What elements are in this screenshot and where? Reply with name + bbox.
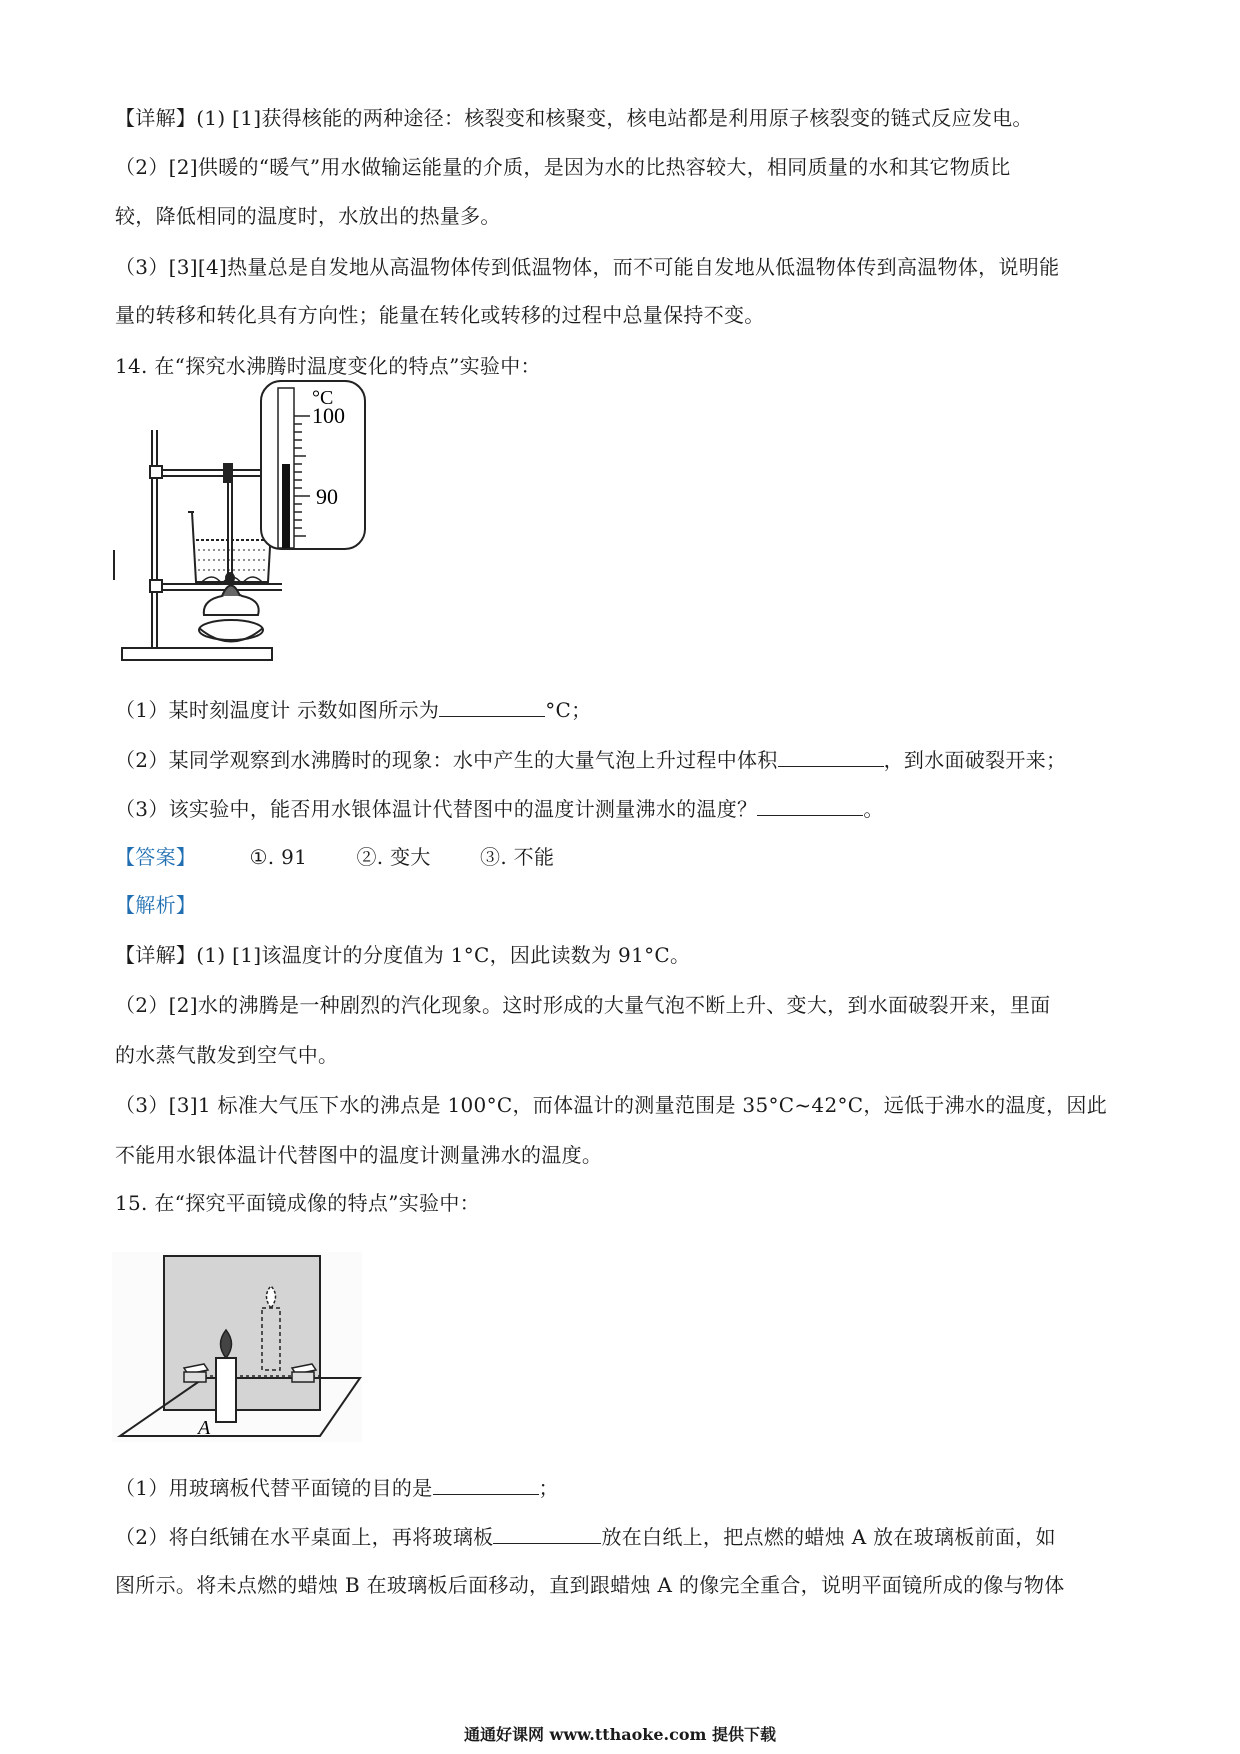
page-footer: 通通好课网 www.tthaoke.com 提供下载 xyxy=(463,1725,777,1744)
q15-subquestion-2: （2）将白纸铺在水平桌面上，再将玻璃板 放在白纸上，把点燃的蜡烛 A 放在玻璃板前面，如 xyxy=(115,1521,1056,1551)
q14-detail-line-1: 【详解】(1) [1]该温度计的分度值为 1°C，因此读数为 91°C。 xyxy=(115,943,691,967)
q13-detail-line-3: 较，降低相同的温度时，水放出的热量多。 xyxy=(115,204,501,228)
analysis-tag: 【解析】 xyxy=(115,893,197,917)
q15-subquestion-1: （1）用玻璃板代替平面镜的目的是 ； xyxy=(115,1472,559,1502)
q13-detail-line-5: 量的转移和转化具有方向性；能量在转化或转移的过程中总量保持不变。 xyxy=(115,303,765,327)
q14-answer-line xyxy=(115,843,554,871)
q13-detail-line-1: 【详解】(1) [1]获得核能的两种途径：核裂变和核聚变，核电站都是利用原子核裂变的链式反应发电。 xyxy=(115,106,1033,130)
answer-2: ②. 变大 xyxy=(356,845,431,869)
q14-detail-line-3: 的水蒸气散发到空气中。 xyxy=(115,1043,339,1067)
answer-blank[interactable] xyxy=(757,793,863,816)
plane-mirror-figure xyxy=(112,1248,362,1444)
answer-3: ③. 不能 xyxy=(480,845,555,869)
candle-a-label: A xyxy=(198,1417,211,1439)
thermometer-100-label: 100 xyxy=(312,403,345,428)
answer-tag: 【答案】 xyxy=(115,845,197,869)
q14-detail-line-4: （3）[3]1 标准大气压下水的沸点是 100°C，而体温计的测量范围是 35°C~42°C，远低于沸水的温度，因此 xyxy=(115,1093,1107,1117)
answer-1: ①. 91 xyxy=(249,845,308,869)
q13-detail-line-4: （3）[3][4]热量总是自发地从高温物体传到低温物体，而不可能自发地从低温物体传到高温物体，说明能 xyxy=(115,255,1060,279)
answer-blank[interactable] xyxy=(778,744,884,767)
thermometer-magnified-inset xyxy=(258,378,370,554)
q14-detail-line-5: 不能用水银体温计代替图中的温度计测量沸水的温度。 xyxy=(115,1143,603,1167)
thermometer-unit-label: °C xyxy=(312,387,334,409)
q14-detail-line-2: （2）[2]水的沸腾是一种剧烈的汽化现象。这时形成的大量气泡不断上升、变大，到水面破裂开来，里面 xyxy=(115,993,1051,1017)
answer-blank[interactable] xyxy=(493,1521,601,1544)
q15-title: 15. 在“探究平面镜成像的特点”实验中： xyxy=(115,1191,480,1215)
q14-subquestion-3: （3）该实验中，能否用水银体温计代替图中的温度计测量沸水的温度？ 。 xyxy=(115,793,884,823)
answer-blank[interactable] xyxy=(433,1472,539,1495)
answer-blank[interactable] xyxy=(439,694,545,717)
q15-subquestion-2-continued: 图所示。将未点燃的蜡烛 B 在玻璃板后面移动，直到跟蜡烛 A 的像完全重合，说明平面镜所成的像与物体 xyxy=(115,1573,1065,1597)
q14-subquestion-1: （1）某时刻温度计 示数如图所示为 °C； xyxy=(115,694,591,724)
q14-subquestion-2: （2）某同学观察到水沸腾时的现象：水中产生的大量气泡上升过程中体积 ，到水面破裂开来； xyxy=(115,744,1066,774)
q14-title: 14. 在“探究水沸腾时温度变化的特点”实验中： xyxy=(115,354,541,378)
thermometer-90-label: 90 xyxy=(316,484,338,509)
q13-detail-line-2: （2）[2]供暖的“暖气”用水做输运能量的介质，是因为水的比热容较大，相同质量的水和其它物质比 xyxy=(115,155,1011,179)
